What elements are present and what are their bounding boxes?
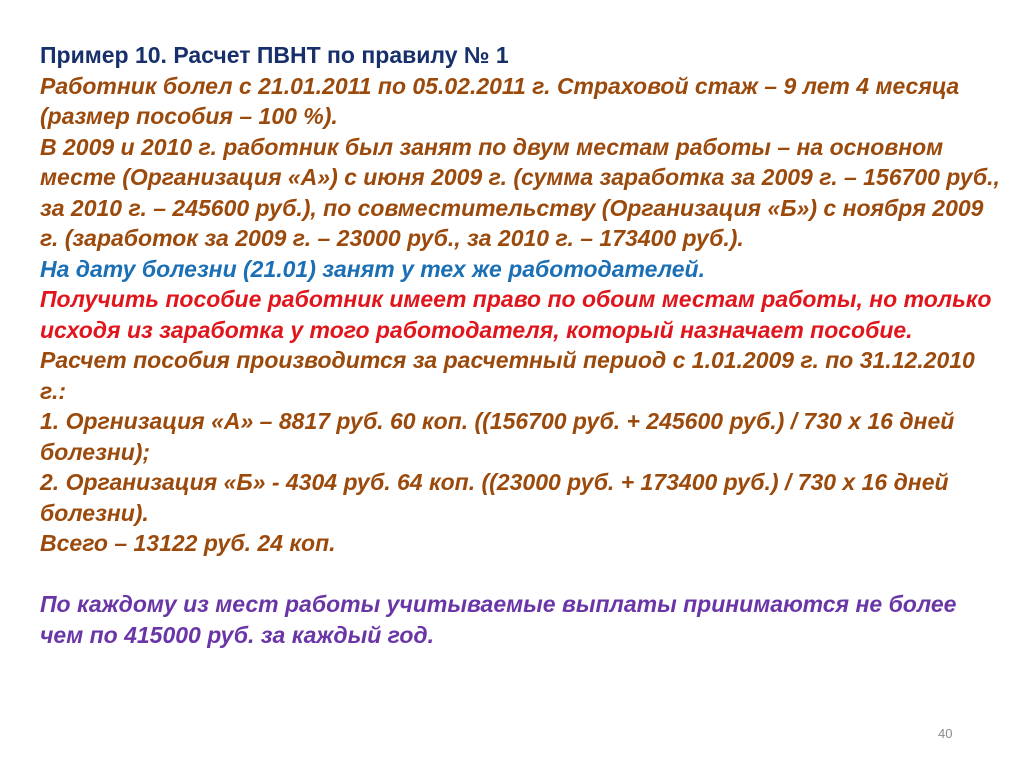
slide-content	[40, 40, 1000, 650]
limit-note: По каждому из мест работы учитываемые выплаты принимаются не более чем по 415000 руб. за каждый год.	[40, 591, 957, 648]
spacer	[40, 559, 1000, 590]
rule-note: Получить пособие работник имеет право по обоим местам работы, но только исходя из заработка у того работодателя, который назначает пособие.	[40, 286, 992, 343]
calc-org-a: 1. Оргнизация «А» – 8817 руб. 60 коп. ((156700 руб. + 245600 руб.) / 730 х 16 дней болезни);	[40, 408, 955, 465]
total-amount: Всего – 13122 руб. 24 коп.	[40, 530, 336, 556]
case-description: Работник болел с 21.01.2011 по 05.02.2011 г. Страховой стаж – 9 лет 4 месяца (размер пособия – 100 %).	[40, 72, 960, 129]
slide-title: Пример 10. Расчет ПВНТ по правилу № 1	[40, 42, 509, 68]
period-note: Расчет пособия производится за расчетный период с 1.01.2009 г. по 31.12.2010 г.:	[40, 347, 975, 404]
page-number: 40	[938, 726, 953, 741]
calc-org-b: 2. Организация «Б» - 4304 руб. 64 коп. ((23000 руб. + 173400 руб.) / 730 х 16 дней болезни).	[40, 469, 949, 526]
employment-history: В 2009 и 2010 г. работник был занят по двум местам работы – на основном месте (Организация «А») с июня 2009 г. (сумма заработка за 2009 г. – 156700 руб., за 2010 г. – 245600 руб.), по совместительству (Организация «Б») с ноября 2009 г. (заработок за 2009 г. – 23000 руб., за 2010 г. – 173400 руб.).	[40, 133, 1000, 251]
sick-date-note: На дату болезни (21.01) занят у тех же работодателей.	[40, 255, 705, 282]
